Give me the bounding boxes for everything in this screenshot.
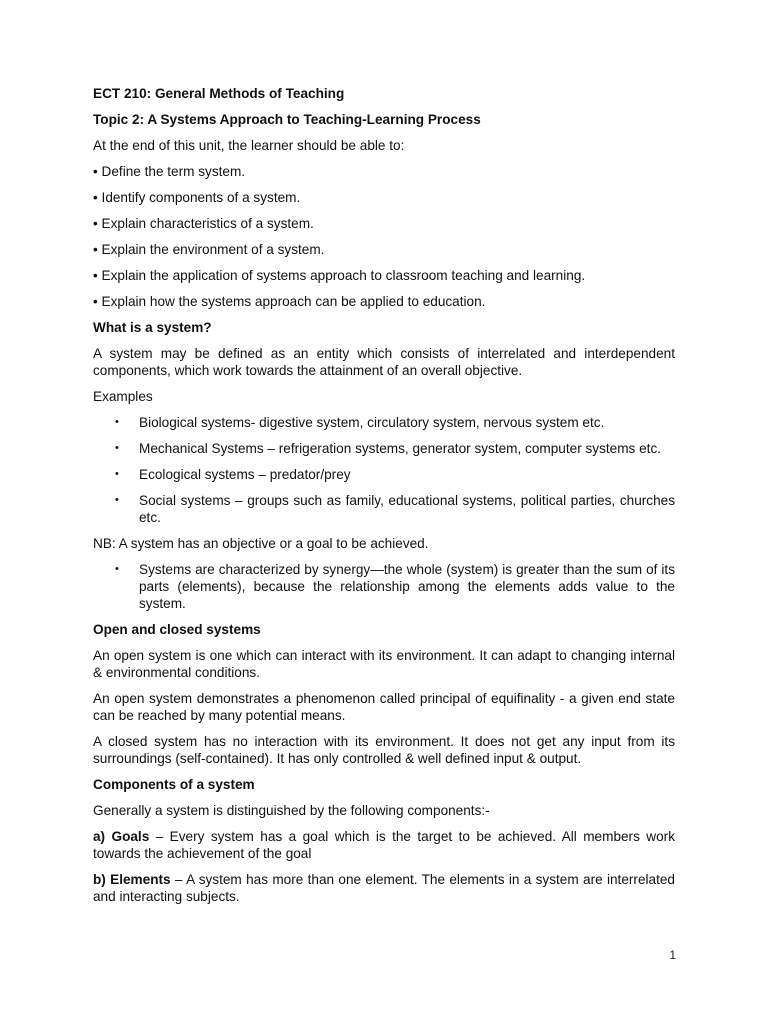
synergy-list	[93, 561, 675, 612]
objective-item: • Explain characteristics of a system.	[93, 216, 314, 231]
example-item	[93, 414, 675, 431]
topic-heading: Topic 2: A Systems Approach to Teaching-Learning Process	[93, 112, 481, 127]
elements-text: – A system has more than one element. The elements in a system are interrelated and interacting subjects.	[93, 872, 675, 904]
example-text: Social systems – groups such as family, educational systems, political parties, churches etc.	[139, 493, 675, 525]
bullet-icon: •	[115, 468, 119, 480]
page-number: 1	[669, 948, 676, 962]
equifinality-text: An open system demonstrates a phenomenon called principal of equifinality - a given end state can be reached by many potential means.	[93, 691, 675, 723]
example-item	[93, 466, 675, 483]
synergy-item	[93, 561, 675, 612]
example-text: Ecological systems – predator/prey	[139, 467, 351, 482]
example-text: Mechanical Systems – refrigeration systems, generator system, computer systems etc.	[139, 441, 662, 456]
what-is-system-heading: What is a system?	[93, 320, 212, 335]
components-heading: Components of a system	[93, 777, 255, 792]
example-item	[93, 440, 675, 457]
objective-item: • Define the term system.	[93, 164, 246, 179]
synergy-text: Systems are characterized by synergy—the whole (system) is greater than the sum of its parts (elements), because the relationship among the elements adds value to the system.	[139, 562, 675, 611]
open-closed-heading: Open and closed systems	[93, 622, 261, 637]
goals-label: a) Goals	[93, 829, 150, 844]
objective-item: • Explain the application of systems approach to classroom teaching and learning.	[93, 268, 586, 283]
components-intro: Generally a system is distinguished by the following components:-	[93, 803, 490, 818]
objective-item: • Explain how the systems approach can be applied to education.	[93, 294, 486, 309]
bullet-icon: •	[115, 416, 119, 428]
closed-system-text: A closed system has no interaction with its environment. It does not get any input from its surroundings (self-contained). It has only controlled & well defined input & output.	[93, 734, 675, 766]
system-definition: A system may be defined as an entity which consists of interrelated and interdependent components, which work towards the attainment of an overall objective.	[93, 346, 675, 378]
example-text: Biological systems- digestive system, circulatory system, nervous system etc.	[139, 415, 605, 430]
component-goals	[93, 828, 675, 862]
nb-note: NB: A system has an objective or a goal to be achieved.	[93, 536, 429, 551]
elements-label: b) Elements	[93, 872, 171, 887]
goals-text: – Every system has a goal which is the target to be achieved. All members work towards the achievement of the goal	[93, 829, 675, 861]
example-item	[93, 492, 675, 526]
document-page	[93, 85, 675, 914]
bullet-icon: •	[115, 442, 119, 454]
bullet-icon: •	[115, 563, 119, 575]
intro-text: At the end of this unit, the learner should be able to:	[93, 138, 405, 153]
objective-item: • Explain the environment of a system.	[93, 242, 325, 257]
open-system-text: An open system is one which can interact with its environment. It can adapt to changing internal & environmental conditions.	[93, 648, 675, 680]
document-title: ECT 210: General Methods of Teaching	[93, 86, 345, 101]
bullet-icon: •	[115, 494, 119, 506]
objective-item: • Identify components of a system.	[93, 190, 301, 205]
examples-label: Examples	[93, 389, 153, 404]
component-elements	[93, 871, 675, 905]
examples-list	[93, 414, 675, 526]
